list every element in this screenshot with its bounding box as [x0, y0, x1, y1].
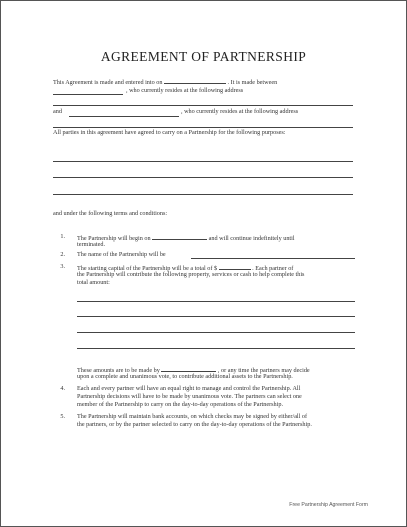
clause-1-start: The Partnership will begin on	[77, 235, 151, 242]
intro-line-1	[53, 77, 353, 87]
purpose-field-line-3[interactable]	[53, 194, 353, 195]
second-party-address-field[interactable]	[53, 127, 353, 128]
partnership-start-date-field[interactable]	[152, 233, 207, 240]
contribution-field-line-1[interactable]	[77, 301, 355, 302]
intro-line-2: , who currently resides at the following address	[126, 87, 244, 94]
contribution-field-line-3[interactable]	[77, 332, 355, 333]
contribution-field-line-2[interactable]	[77, 316, 355, 317]
intro-line-1-start: This Agreement is made and entered into on	[53, 79, 163, 86]
footer-text: Free Partnership Agreement Form	[289, 502, 368, 508]
contribution-deadline-field[interactable]	[161, 365, 216, 372]
clause-3-line-3: total amount:	[77, 279, 110, 286]
second-party-name-field[interactable]	[69, 116, 179, 117]
agreement-date-field[interactable]	[164, 77, 226, 84]
contribution-field-line-4[interactable]	[77, 348, 355, 349]
partnership-name-field[interactable]	[191, 258, 355, 259]
clause-4-line-1: Each and every partner will have an equal right to manage and control the Partnership. All	[77, 385, 301, 392]
clause-4-line-2: Partnership decisions will have to be made by unanimous vote. The partners can select one	[77, 393, 302, 400]
first-party-address-field[interactable]	[53, 105, 353, 106]
clause-2-number: 2.	[60, 251, 65, 258]
purpose-field-line-1[interactable]	[53, 161, 353, 162]
clause-3-start: The starting capital of the Partnership will be a total of $	[77, 265, 218, 272]
clause-3-deadline-start: These amounts are to be made by	[77, 367, 160, 374]
clause-1-end: and will continue indefinitely until	[208, 235, 295, 242]
purpose-field-line-2[interactable]	[53, 177, 353, 178]
intro-line-1-end: . It is made between	[227, 79, 278, 86]
clause-4-number: 4.	[60, 385, 65, 392]
clause-5-number: 5.	[60, 413, 65, 420]
first-party-name-field[interactable]	[53, 94, 123, 95]
clause-2-line-1: The name of the Partnership will be	[77, 251, 166, 258]
clause-5-line-2: the partners, or by the partner selected to carry on the day-to-day operations of the Partnership.	[77, 421, 312, 428]
clause-3-line-2: the Partnership will contribute the following property, services or cash to help complete this	[77, 271, 305, 278]
clause-3-line-5: upon a complete and unanimous vote, to contribute additional assets to the Partnership.	[77, 373, 293, 380]
terms-intro: and under the following terms and conditions:	[53, 210, 168, 217]
starting-capital-field[interactable]	[219, 263, 251, 270]
purpose-statement: All parties in this agreement have agreed to carry on a Partnership for the following purposes:	[53, 129, 286, 136]
clause-1-line-2: terminated.	[77, 241, 106, 248]
clause-4-line-3: member of the Partnership to carry on the day-to-day operations of the Partnership.	[77, 401, 284, 408]
clause-3-number: 3.	[60, 263, 65, 270]
clause-5-line-1: The Partnership will maintain bank accounts, on which checks may be signed by either/all of	[77, 413, 308, 420]
clause-1-number: 1.	[60, 233, 65, 240]
intro-line-3-end: , who currently resides at the following address	[181, 108, 299, 115]
clause-3-deadline-end: , or any time the partners may decide	[217, 367, 310, 374]
document-title: AGREEMENT OF PARTNERSHIP	[100, 49, 307, 64]
intro-line-3-start: and	[53, 108, 62, 115]
clause-3-end: . Each partner of	[252, 265, 294, 272]
